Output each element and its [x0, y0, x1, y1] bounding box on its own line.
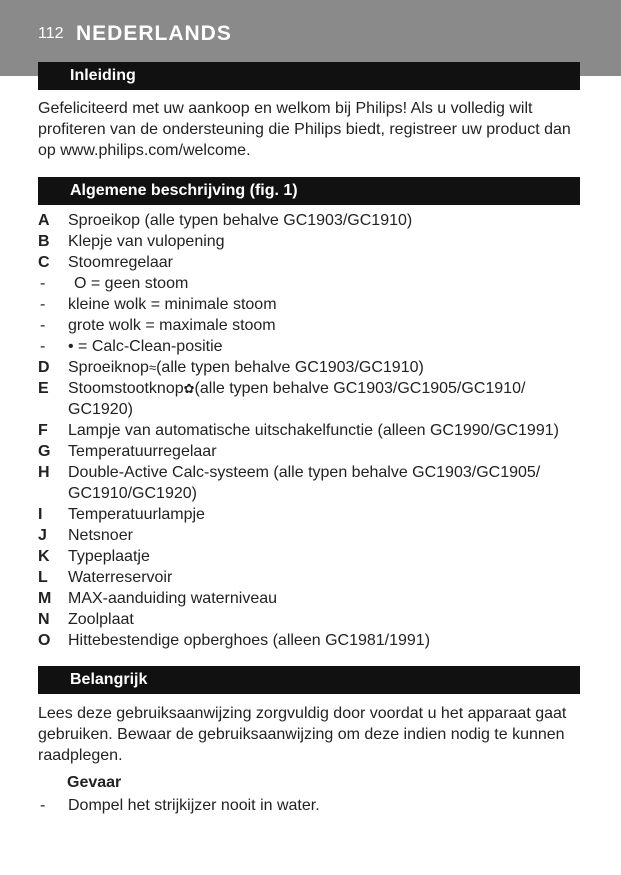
list-item-text: grote wolk = maximale stoom: [68, 317, 276, 334]
list-item: [38, 210, 586, 231]
list-marker: H: [38, 464, 50, 481]
list-item-text: [68, 378, 586, 420]
intro-paragraph: Gefeliciteerd met uw aankoop en welkom bij Philips! Als u volledig wilt profiteren van de ondersteuning die Philips biedt, registreer uw product dan op www.philips.com/welcome.: [38, 100, 571, 159]
list-marker: G: [38, 443, 51, 460]
list-marker: O: [38, 632, 51, 649]
list-item-text: Netsnoer: [68, 527, 133, 544]
list-item-text: Temperatuurlampje: [68, 506, 205, 523]
list-marker: N: [38, 611, 50, 628]
list-item: [38, 504, 586, 525]
list-item-text: Sproeikop (alle typen behalve GC1903/GC1910): [68, 212, 413, 229]
list-item: [38, 294, 586, 315]
list-marker: K: [38, 548, 50, 565]
list-item-text: O = geen stoom: [74, 275, 189, 292]
list-item: [38, 441, 586, 462]
list-item: [38, 252, 586, 273]
list-item-text: kleine wolk = minimale stoom: [68, 296, 277, 313]
list-item: [38, 588, 586, 609]
list-item-text-end: (alle typen behalve GC1903/GC1905/GC1910/ GC1920): [68, 380, 526, 418]
list-item-text: Stoomregelaar: [68, 254, 173, 271]
list-item-text-start: Stoomstootknop: [68, 380, 184, 397]
list-item: [38, 357, 586, 378]
list-item: [38, 567, 586, 588]
list-item: [38, 315, 586, 336]
list-marker: -: [40, 797, 46, 814]
section-title-important: Belangrijk: [70, 671, 148, 688]
list-marker: A: [38, 212, 50, 229]
section-header-important: [38, 666, 580, 694]
list-item-text: Waterreservoir: [68, 569, 173, 586]
list-item: [38, 546, 586, 567]
list-item-text: • = Calc-Clean-positie: [68, 338, 223, 355]
important-paragraph: Lees deze gebruiksaanwijzing zorgvuldig door voordat u het apparaat gaat gebruiken. Bewaar de gebruiksaanwijzing om deze indien nodig te kunnen raadplegen.: [38, 705, 567, 764]
list-marker: I: [38, 506, 43, 523]
list-item-text-start: Sproeiknop: [68, 359, 149, 376]
list-marker: -: [40, 338, 46, 355]
list-item-text: Temperatuurregelaar: [68, 443, 217, 460]
list-marker: D: [38, 359, 50, 376]
list-marker: L: [38, 569, 48, 586]
list-item-text: Lampje van automatische uitschakelfunctie (alleen GC1990/GC1991): [68, 422, 559, 439]
list-item-text: Hittebestendige opberghoes (alleen GC1981/1991): [68, 632, 431, 649]
list-marker: E: [38, 380, 49, 397]
list-marker: -: [40, 275, 46, 292]
list-marker: F: [38, 422, 48, 439]
list-item-text-end: (alle typen behalve GC1903/GC1910): [156, 359, 424, 376]
list-item: [38, 462, 586, 504]
list-item: [38, 420, 586, 441]
section-header-intro: [38, 62, 580, 90]
list-item: [38, 630, 586, 651]
list-marker: M: [38, 590, 52, 607]
list-item: [38, 336, 586, 357]
description-list: [38, 210, 586, 651]
list-item-text: Klepje van vulopening: [68, 233, 225, 250]
list-item: [38, 273, 586, 294]
list-item-text: Zoolplaat: [68, 611, 134, 628]
spray-icon: ≈: [148, 360, 157, 375]
list-item-text: [68, 357, 586, 378]
section-title-intro: Inleiding: [70, 67, 136, 84]
list-marker: J: [38, 527, 47, 544]
language-heading: NEDERLANDS: [76, 22, 232, 45]
section-title-description: Algemene beschrijving (fig. 1): [70, 182, 298, 199]
list-item: [38, 231, 586, 252]
list-marker: B: [38, 233, 50, 250]
list-marker: C: [38, 254, 50, 271]
danger-item-text: Dompel het strijkijzer nooit in water.: [68, 797, 320, 814]
steam-shot-icon: ✿: [183, 381, 195, 396]
section-header-description: [38, 177, 580, 205]
list-item: [38, 378, 586, 420]
list-item-text: MAX-aanduiding waterniveau: [68, 590, 278, 607]
danger-item: [38, 795, 586, 816]
list-marker: -: [40, 317, 46, 334]
danger-title: Gevaar: [67, 774, 122, 791]
page-number: 112: [38, 25, 64, 42]
list-item: [38, 609, 586, 630]
list-marker: -: [40, 296, 46, 313]
list-item-text: Double-Active Calc-systeem (alle typen behalve GC1903/GC1905/ GC1910/GC1920): [68, 464, 541, 502]
list-item-text: Typeplaatje: [68, 548, 150, 565]
list-item: [38, 525, 586, 546]
